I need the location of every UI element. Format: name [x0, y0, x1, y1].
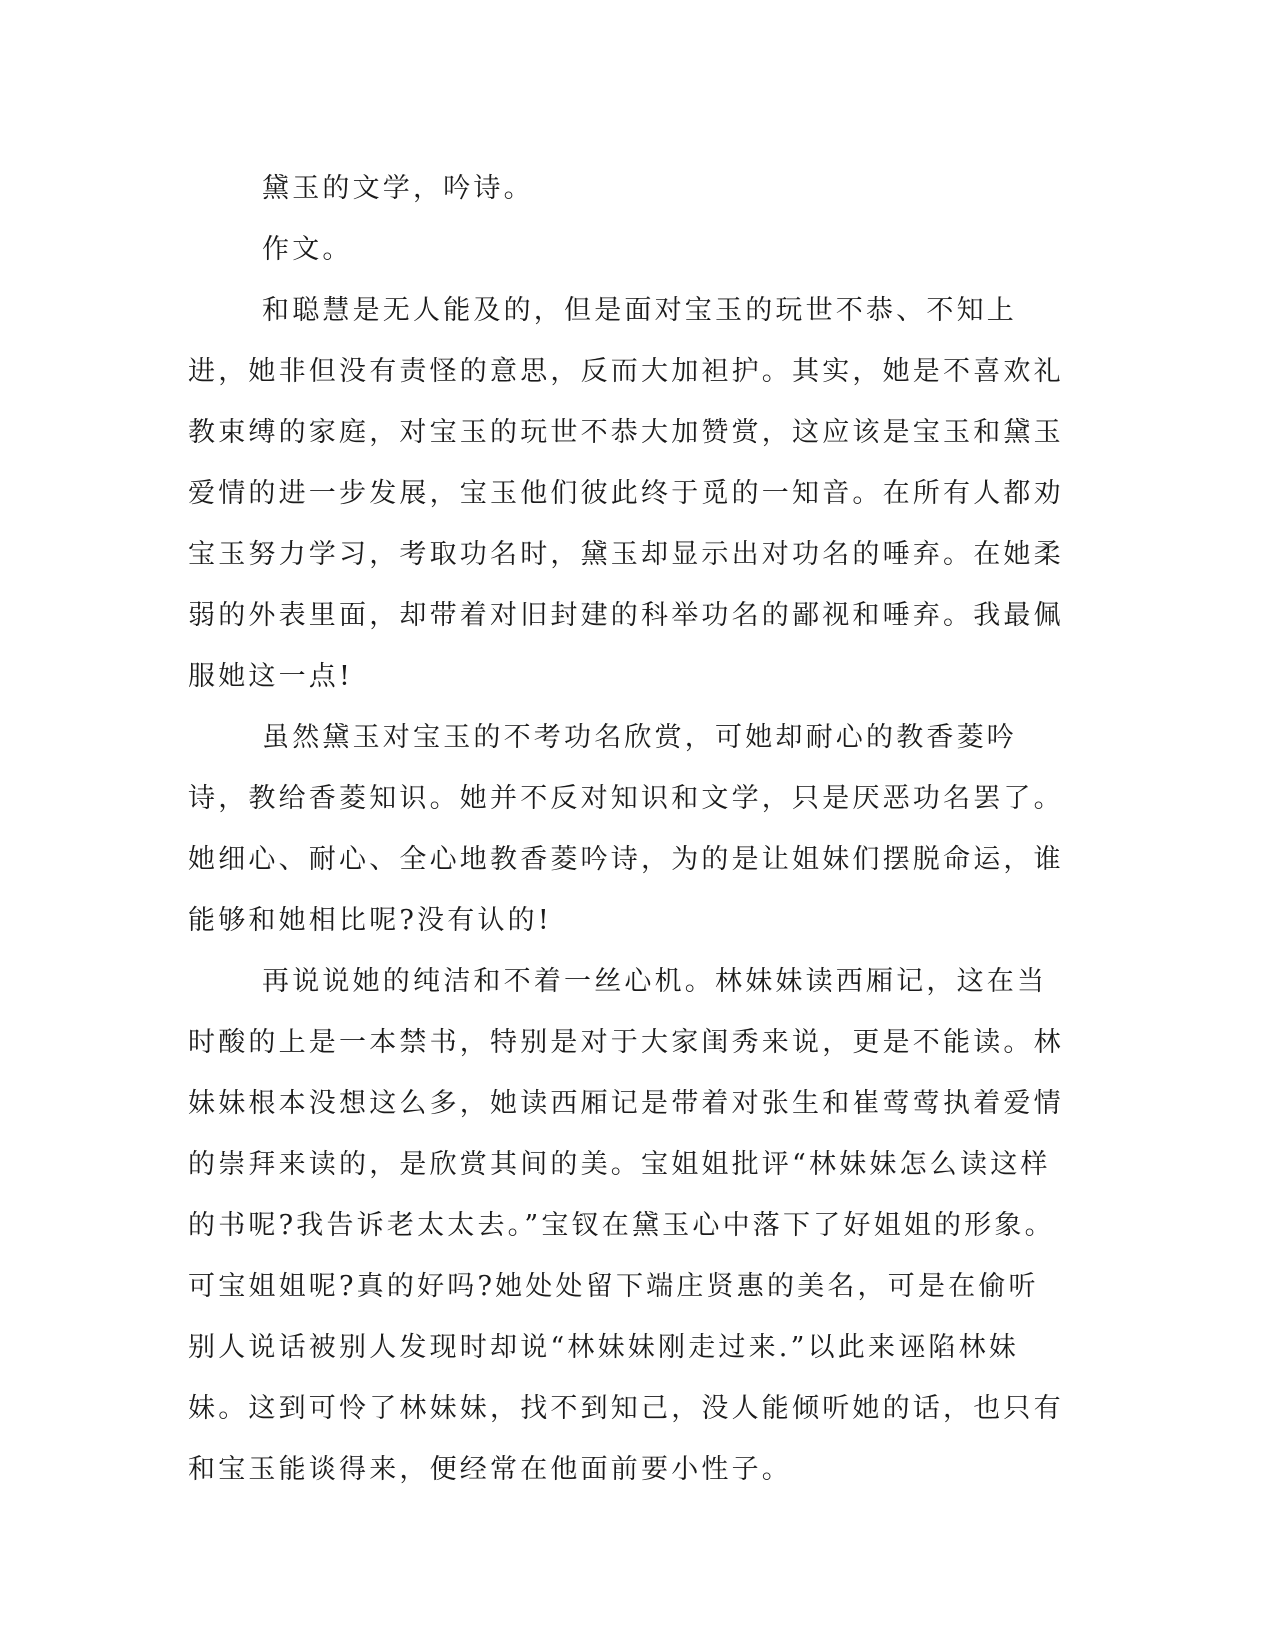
- paragraph-3: 和聪慧是无人能及的，但是面对宝玉的玩世不恭、不知上进，她非但没有责怪的意思，反而大加袒护。其实，她是不喜欢礼教束缚的家庭，对宝玉的玩世不恭大加赞赏，这应该是宝玉和黛玉爱情的进一步发展，宝玉他们彼此终于觅的一知音。在所有人都劝宝玉努力学习，考取功名时，黛玉却显示出对功名的唾弃。在她柔弱的外表里面，却带着对旧封建的科举功名的鄙视和唾弃。我最佩服她这一点!: [188, 295, 1064, 692]
- paragraph-1: 黛玉的文学，吟诗。: [262, 173, 534, 204]
- document-body: [188, 158, 1068, 1500]
- paragraph-4: 虽然黛玉对宝玉的不考功名欣赏，可她却耐心的教香菱吟诗，教给香菱知识。她并不反对知识和文学，只是厌恶功名罢了。她细心、耐心、全心地教香菱吟诗，为的是让姐妹们摆脱命运，谁能够和她相比呢?没有认的!: [188, 722, 1064, 936]
- paragraph-2: 作文。: [262, 234, 353, 265]
- paragraph-5: 再说说她的纯洁和不着一丝心机。林妹妹读西厢记，这在当时酸的上是一本禁书，特别是对于大家闺秀来说，更是不能读。林妹妹根本没想这么多，她读西厢记是带着对张生和崔莺莺执着爱情的崇拜来读的，是欣赏其间的美。宝姐姐批评“林妹妹怎么读这样的书呢?我告诉老太太去。”宝钗在黛玉心中落下了好姐姐的形象。可宝姐姐呢?真的好吗?她处处留下端庄贤惠的美名，可是在偷听别人说话被别人发现时却说“林妹妹刚走过来.”以此来诬陷林妹妹。这到可怜了林妹妹，找不到知己，没人能倾听她的话，也只有和宝玉能谈得来，便经常在他面前要小性子。: [188, 966, 1064, 1485]
